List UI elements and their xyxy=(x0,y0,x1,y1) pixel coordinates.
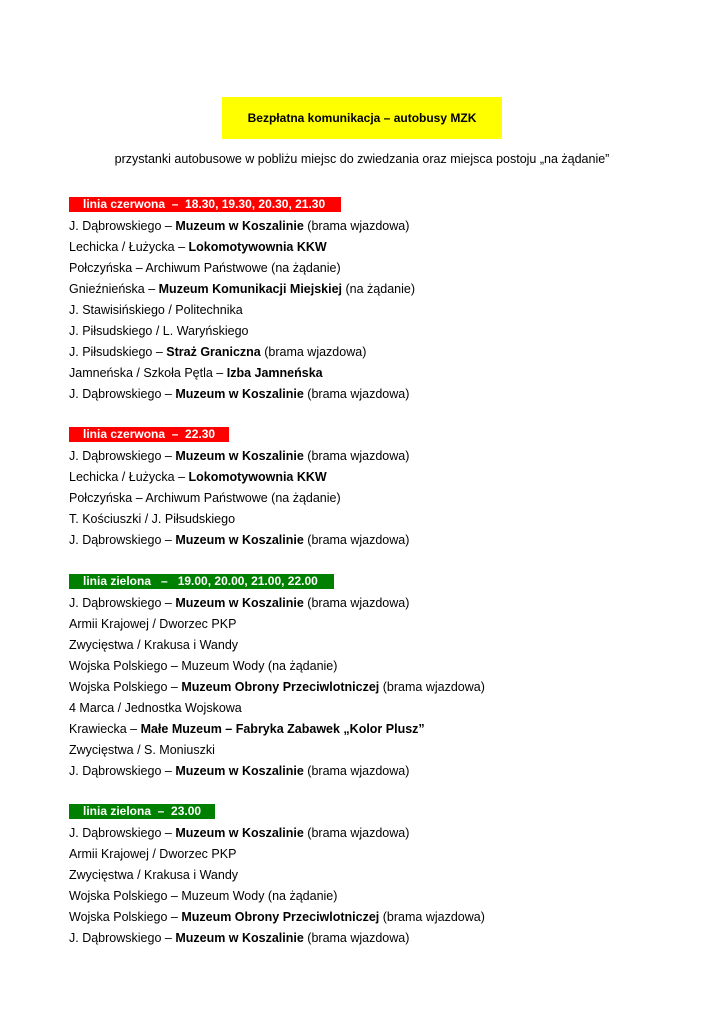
stop-attraction: Muzeum Obrony Przeciwlotniczej xyxy=(181,680,380,694)
line-label-badge: linia zielona – 23.00 xyxy=(69,804,215,819)
stop-note: (brama wjazdowa) xyxy=(260,345,367,359)
stop-street: 4 Marca / Jednostka Wojskowa xyxy=(69,701,242,715)
stop-item xyxy=(69,698,485,719)
line-section xyxy=(69,195,415,405)
stop-street: J. Piłsudskiego / L. Waryńskiego xyxy=(69,324,249,338)
line-section xyxy=(69,425,409,551)
stop-item xyxy=(69,865,485,886)
stop-attraction: Izba Jamneńska xyxy=(226,366,323,380)
stop-street: J. Dąbrowskiego – xyxy=(69,219,176,233)
stop-list xyxy=(69,593,485,782)
stop-street: Zwycięstwa / S. Moniuszki xyxy=(69,743,215,757)
title-banner xyxy=(222,97,502,139)
stop-item xyxy=(69,446,409,467)
stop-note: (brama wjazdowa) xyxy=(379,910,485,924)
stop-note: (brama wjazdowa) xyxy=(303,449,410,463)
stop-note: (brama wjazdowa) xyxy=(303,931,410,945)
stop-item xyxy=(69,907,485,928)
stop-street: J. Dąbrowskiego – xyxy=(69,596,176,610)
stop-item xyxy=(69,844,485,865)
stop-street: J. Dąbrowskiego – xyxy=(69,826,176,840)
stop-attraction: Muzeum w Koszalinie xyxy=(175,931,304,945)
stop-note: (brama wjazdowa) xyxy=(379,680,485,694)
stop-item xyxy=(69,509,409,530)
stop-street: Wojska Polskiego – Muzeum Wody (na żądanie) xyxy=(69,889,338,903)
line-label-badge: linia czerwona – 22.30 xyxy=(69,427,229,442)
stop-street: J. Dąbrowskiego – xyxy=(69,931,176,945)
stop-note: (brama wjazdowa) xyxy=(303,387,410,401)
stop-list xyxy=(69,823,485,949)
stop-item xyxy=(69,363,415,384)
stop-street: Lechicka / Łużycka – xyxy=(69,240,189,254)
stop-attraction: Muzeum w Koszalinie xyxy=(175,596,304,610)
stop-note: (na żądanie) xyxy=(342,282,415,296)
stop-attraction: Muzeum w Koszalinie xyxy=(175,764,304,778)
stop-street: J. Piłsudskiego – xyxy=(69,345,167,359)
stop-item xyxy=(69,342,415,363)
stop-item xyxy=(69,467,409,488)
stop-item xyxy=(69,886,485,907)
stop-street: Wojska Polskiego – xyxy=(69,910,182,924)
stop-item xyxy=(69,530,409,551)
stop-attraction: Lokomotywownia KKW xyxy=(188,240,327,254)
document-title: Bezpłatna komunikacja – autobusy MZK xyxy=(247,111,477,125)
stop-street: J. Stawisińskiego / Politechnika xyxy=(69,303,243,317)
stop-street: Połczyńska – Archiwum Państwowe (na żądanie) xyxy=(69,261,341,275)
stop-attraction: Muzeum Komunikacji Miejskiej xyxy=(158,282,343,296)
stop-attraction: Muzeum w Koszalinie xyxy=(175,219,304,233)
stop-attraction: Małe Muzeum – Fabryka Zabawek „Kolor Plusz” xyxy=(140,722,425,736)
stop-attraction: Lokomotywownia KKW xyxy=(188,470,327,484)
stop-item xyxy=(69,823,485,844)
stop-street: Armii Krajowej / Dworzec PKP xyxy=(69,847,237,861)
stop-item xyxy=(69,216,415,237)
stop-item xyxy=(69,740,485,761)
stop-street: J. Dąbrowskiego – xyxy=(69,449,176,463)
stop-item xyxy=(69,635,485,656)
stop-item xyxy=(69,719,485,740)
stop-item xyxy=(69,321,415,342)
stop-street: Armii Krajowej / Dworzec PKP xyxy=(69,617,237,631)
stop-note: (brama wjazdowa) xyxy=(303,533,410,547)
stop-street: Lechicka / Łużycka – xyxy=(69,470,189,484)
stop-item xyxy=(69,761,485,782)
stop-street: Zwycięstwa / Krakusa i Wandy xyxy=(69,638,239,652)
stop-item xyxy=(69,928,485,949)
stop-street: Zwycięstwa / Krakusa i Wandy xyxy=(69,868,239,882)
stop-item xyxy=(69,300,415,321)
stop-street: Krawiecka – xyxy=(69,722,141,736)
stop-street: J. Dąbrowskiego – xyxy=(69,387,176,401)
stop-attraction: Muzeum w Koszalinie xyxy=(175,533,304,547)
stop-street: Gnieźnieńska – xyxy=(69,282,159,296)
stop-item xyxy=(69,237,415,258)
stop-note: (brama wjazdowa) xyxy=(303,764,410,778)
stop-item xyxy=(69,258,415,279)
stop-attraction: Muzeum Obrony Przeciwlotniczej xyxy=(181,910,380,924)
stop-street: Połczyńska – Archiwum Państwowe (na żądanie) xyxy=(69,491,341,505)
stop-item xyxy=(69,488,409,509)
stop-item xyxy=(69,384,415,405)
stop-attraction: Muzeum w Koszalinie xyxy=(175,387,304,401)
stop-street: T. Kościuszki / J. Piłsudskiego xyxy=(69,512,236,526)
stop-item xyxy=(69,593,485,614)
line-label-badge: linia zielona – 19.00, 20.00, 21.00, 22.00 xyxy=(69,574,334,589)
line-section xyxy=(69,802,485,949)
stop-list xyxy=(69,216,415,405)
stop-attraction: Straż Graniczna xyxy=(166,345,261,359)
stop-note: (brama wjazdowa) xyxy=(303,826,410,840)
stop-street: Jamneńska / Szkoła Pętla – xyxy=(69,366,227,380)
stop-street: Wojska Polskiego – xyxy=(69,680,182,694)
stop-street: J. Dąbrowskiego – xyxy=(69,764,176,778)
line-section xyxy=(69,572,485,782)
stop-item xyxy=(69,656,485,677)
line-label-badge: linia czerwona – 18.30, 19.30, 20.30, 21.30 xyxy=(69,197,341,212)
stop-item xyxy=(69,279,415,300)
stop-street: J. Dąbrowskiego – xyxy=(69,533,176,547)
stop-item xyxy=(69,614,485,635)
stop-list xyxy=(69,446,409,551)
stop-attraction: Muzeum w Koszalinie xyxy=(175,826,304,840)
stop-note: (brama wjazdowa) xyxy=(303,596,410,610)
stop-street: Wojska Polskiego – Muzeum Wody (na żądanie) xyxy=(69,659,338,673)
stop-note: (brama wjazdowa) xyxy=(303,219,410,233)
document-subtitle: przystanki autobusowe w pobliżu miejsc do zwiedzania oraz miejsca postoju „na żądanie” xyxy=(114,152,610,166)
stop-attraction: Muzeum w Koszalinie xyxy=(175,449,304,463)
stop-item xyxy=(69,677,485,698)
